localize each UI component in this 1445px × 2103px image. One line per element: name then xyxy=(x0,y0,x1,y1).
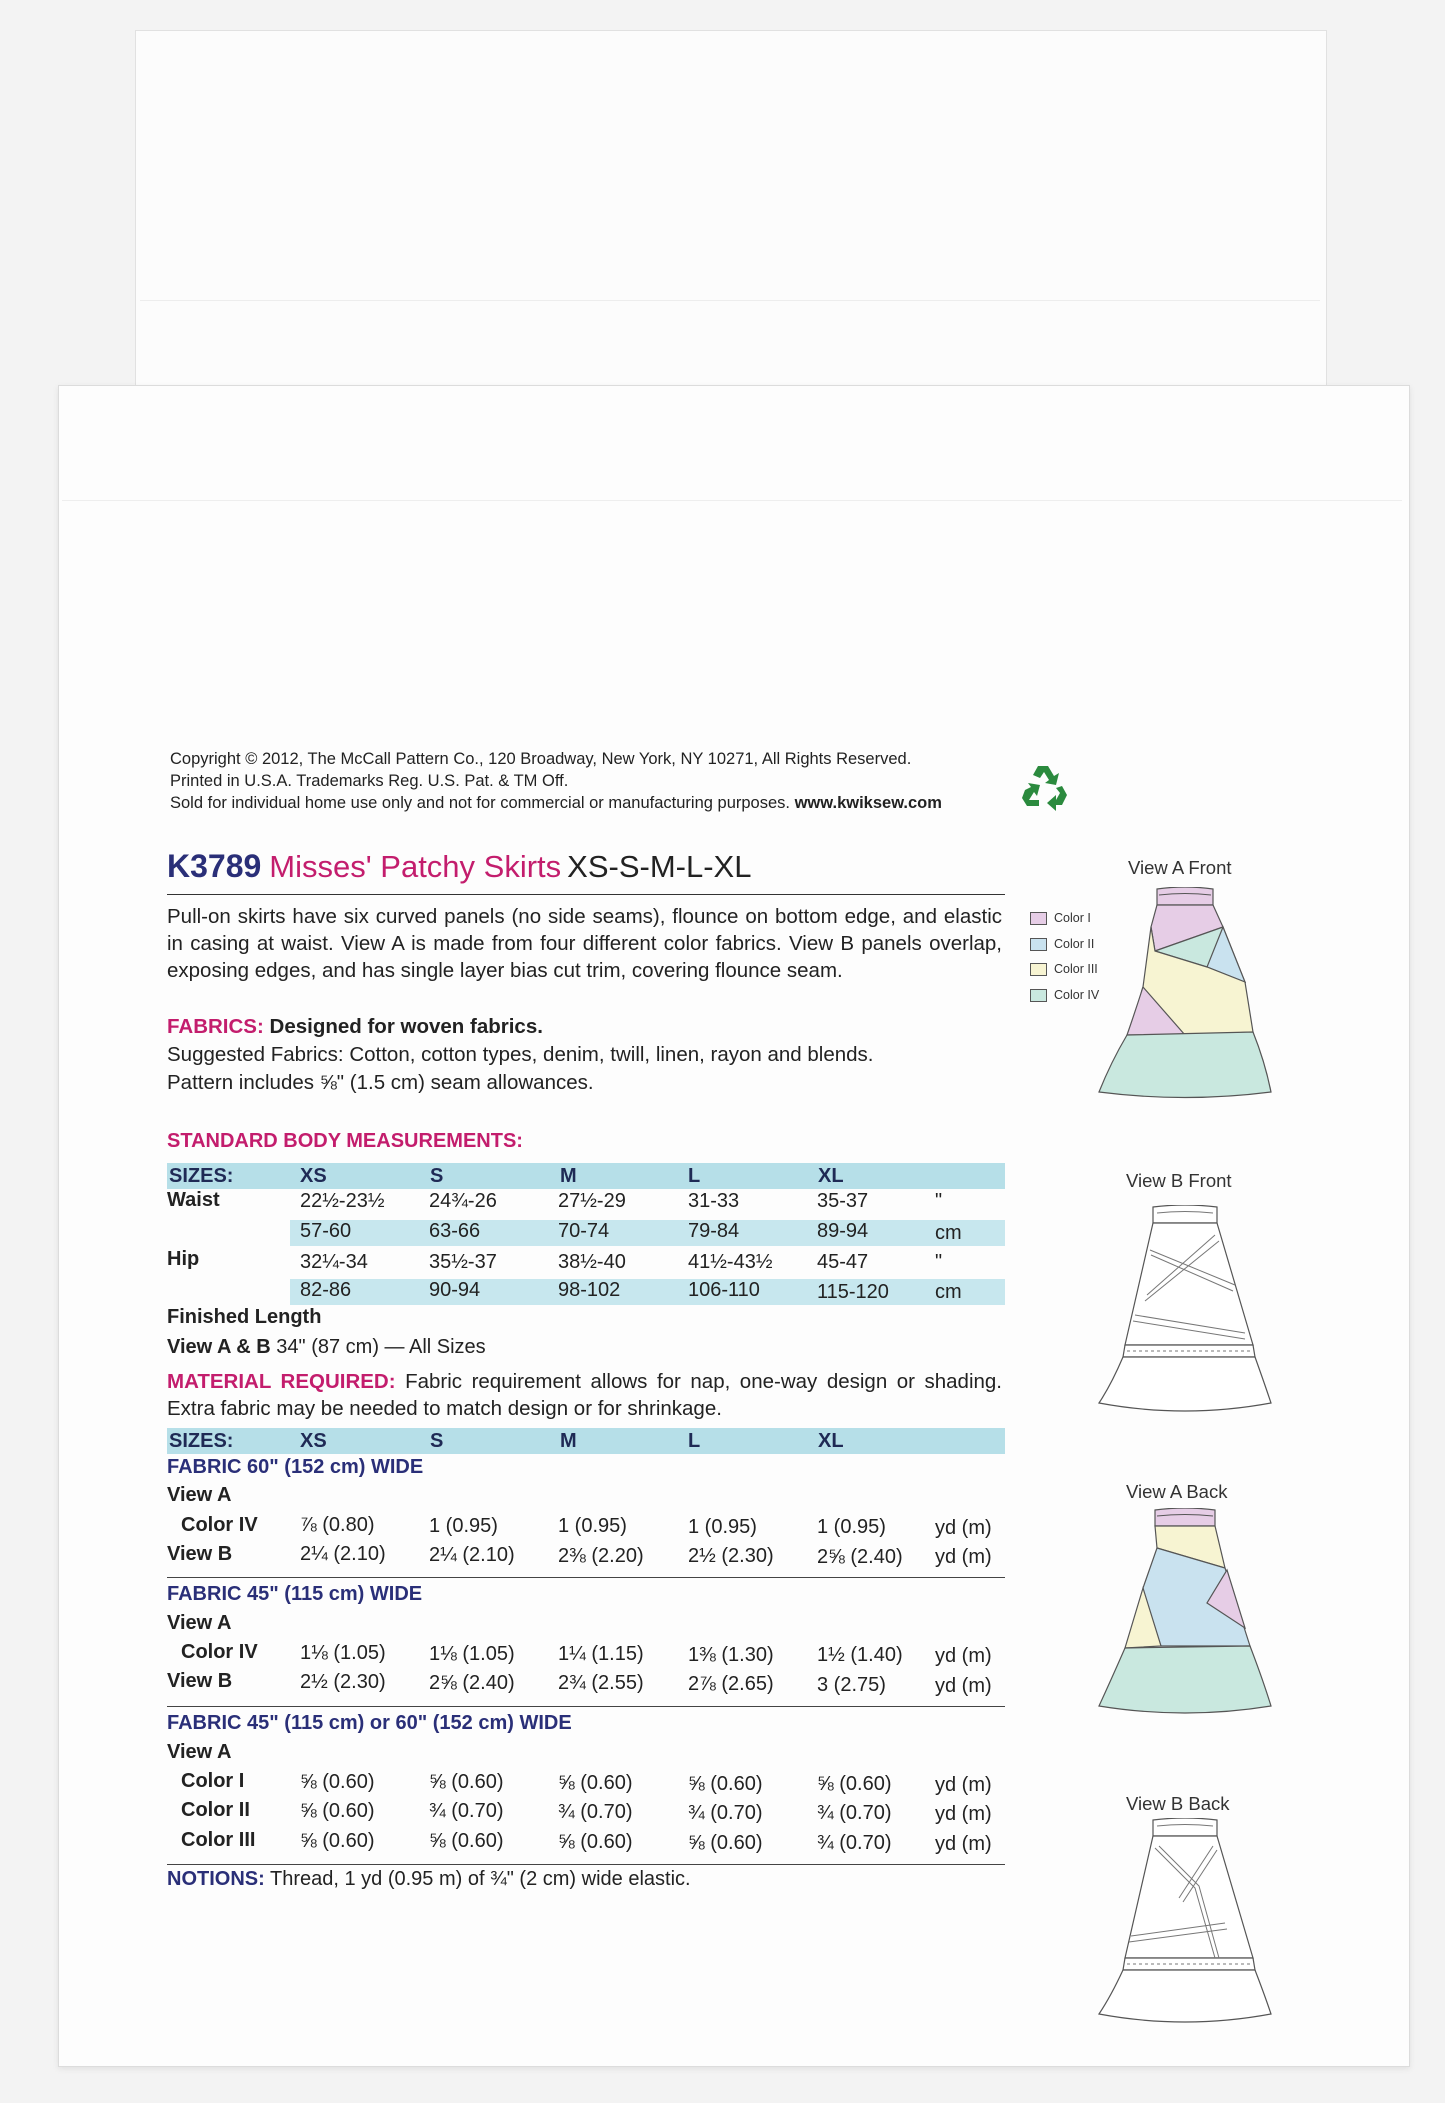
measure-value: 89-94 xyxy=(817,1220,869,1242)
yardage-label: View B xyxy=(167,1543,233,1565)
measure-value: 82-86 xyxy=(300,1279,352,1301)
legend-color-4 xyxy=(1030,988,1099,1002)
size-header: XS xyxy=(300,1430,327,1452)
body-measurements-title: STANDARD BODY MEASUREMENTS: xyxy=(167,1130,523,1152)
yardage-unit: yd (m) xyxy=(935,1675,992,1697)
pattern-number: K3789 xyxy=(167,848,262,884)
finished-length-value: 34" (87 cm) — All Sizes xyxy=(276,1336,486,1358)
yardage-value: 3 (2.75) xyxy=(817,1674,886,1696)
copyright-block xyxy=(170,748,1030,814)
finished-length-label: Finished Length xyxy=(167,1306,322,1328)
yardage-value: 2⅜ (2.20) xyxy=(558,1545,644,1567)
sizes-band xyxy=(167,1163,1005,1189)
yardage-value: 2½ (2.30) xyxy=(300,1671,386,1693)
fabrics-line xyxy=(167,1015,543,1039)
row-shade xyxy=(290,1220,1005,1246)
yardage-value: ⅝ (0.60) xyxy=(300,1830,375,1852)
legend-swatch xyxy=(1030,912,1047,925)
yardage-unit: yd (m) xyxy=(935,1803,992,1825)
legend-color-3 xyxy=(1030,962,1098,976)
measure-value: 106-110 xyxy=(688,1279,760,1301)
fold-crease xyxy=(140,300,1320,301)
finished-length-view: View A & B xyxy=(167,1336,271,1358)
legend-swatch xyxy=(1030,963,1047,976)
row-shade xyxy=(290,1279,1005,1305)
measure-value: 22½-23½ xyxy=(300,1190,385,1212)
view-label: View A xyxy=(167,1612,232,1634)
yardage-unit: yd (m) xyxy=(935,1833,992,1855)
fabric-section-title: FABRIC 60" (152 cm) WIDE xyxy=(167,1456,424,1478)
legend-color-1 xyxy=(1030,911,1091,925)
yardage-unit: yd (m) xyxy=(935,1774,992,1796)
section-divider xyxy=(167,1706,1005,1707)
section-divider xyxy=(167,1864,1005,1865)
view-b-back-illustration xyxy=(1095,1818,1275,2028)
yardage-value: ⅝ (0.60) xyxy=(429,1771,504,1793)
view-a-back-illustration xyxy=(1095,1508,1275,1718)
yardage-unit: yd (m) xyxy=(935,1645,992,1667)
fabrics-label: FABRICS: xyxy=(167,1015,264,1038)
recycle-icon xyxy=(1018,760,1074,816)
measure-unit: " xyxy=(935,1190,943,1212)
yardage-value: 2⅝ (2.40) xyxy=(429,1672,515,1694)
yardage-value: 2⅝ (2.40) xyxy=(817,1546,903,1568)
yardage-value: 1¼ (1.15) xyxy=(558,1643,644,1665)
measure-value: 27½-29 xyxy=(558,1190,626,1212)
notions-label: NOTIONS: xyxy=(167,1868,265,1890)
yardage-value: ⅝ (0.60) xyxy=(558,1831,633,1853)
yardage-value: 2¼ (2.10) xyxy=(429,1544,515,1566)
yardage-value: 2¾ (2.55) xyxy=(558,1672,644,1694)
yardage-value: 1⅛ (1.05) xyxy=(429,1643,515,1665)
yardage-value: 1⅛ (1.05) xyxy=(300,1642,386,1664)
view-b-back-label: View B Back xyxy=(1126,1793,1230,1814)
measure-value: 57-60 xyxy=(300,1220,352,1242)
usage-text: Sold for individual home use only and not for commercial or manufacturing purposes. xyxy=(170,794,790,812)
sizes-label: SIZES: xyxy=(169,1430,234,1452)
measure-value: 35½-37 xyxy=(429,1251,497,1273)
printed-line: Printed in U.S.A. Trademarks Reg. U.S. Pat. & TM Off. xyxy=(170,772,569,790)
sizes-band-material xyxy=(167,1428,1005,1454)
measure-value: 70-74 xyxy=(558,1220,610,1242)
yardage-value: ⅝ (0.60) xyxy=(300,1771,375,1793)
size-header: XS xyxy=(300,1165,327,1187)
yardage-value: ⅞ (0.80) xyxy=(300,1514,375,1536)
yardage-value: ⅝ (0.60) xyxy=(688,1773,763,1795)
pattern-title xyxy=(167,848,1007,885)
yardage-label: Color III xyxy=(181,1829,256,1851)
legend-label: Color II xyxy=(1054,937,1095,951)
yardage-label: Color IV xyxy=(181,1514,258,1536)
view-b-front-illustration xyxy=(1095,1205,1275,1415)
yardage-value: ¾ (0.70) xyxy=(817,1802,892,1824)
measure-value: 79-84 xyxy=(688,1220,740,1242)
yardage-unit: yd (m) xyxy=(935,1517,992,1539)
yardage-label: Color II xyxy=(181,1799,250,1821)
yardage-value: ¾ (0.70) xyxy=(817,1832,892,1854)
material-required xyxy=(167,1368,1002,1422)
measure-value: 41½-43½ xyxy=(688,1251,773,1273)
yardage-value: ¾ (0.70) xyxy=(688,1802,763,1824)
measure-value: 63-66 xyxy=(429,1220,481,1242)
view-b-front-label: View B Front xyxy=(1126,1170,1232,1191)
size-header: M xyxy=(560,1165,577,1187)
measure-value: 115-120 xyxy=(817,1281,889,1303)
size-header: L xyxy=(688,1430,701,1452)
measure-label: Waist xyxy=(167,1189,220,1211)
yardage-value: ⅝ (0.60) xyxy=(688,1832,763,1854)
measure-value: 38½-40 xyxy=(558,1251,626,1273)
yardage-value: 2½ (2.30) xyxy=(688,1545,774,1567)
yardage-value: ¾ (0.70) xyxy=(429,1800,504,1822)
measure-unit: " xyxy=(935,1251,943,1273)
size-header: M xyxy=(560,1430,577,1452)
measure-value: 90-94 xyxy=(429,1279,481,1301)
fabric-section-title: FABRIC 45" (115 cm) or 60" (152 cm) WIDE xyxy=(167,1712,572,1734)
size-header: L xyxy=(688,1165,701,1187)
measure-unit: cm xyxy=(935,1222,962,1244)
material-text: Fabric requirement allows for nap, one-way design or shading. Extra fabric may be needed to match design or for shrinkage. xyxy=(167,1370,1002,1420)
measure-label: Hip xyxy=(167,1248,200,1270)
yardage-unit: yd (m) xyxy=(935,1546,992,1568)
yardage-value: 1 (0.95) xyxy=(817,1516,886,1538)
notions-line xyxy=(167,1868,691,1891)
suggested-fabrics: Suggested Fabrics: Cotton, cotton types, denim, twill, linen, rayon and blends. xyxy=(167,1043,874,1066)
yardage-label: Color IV xyxy=(181,1641,258,1663)
view-a-front-label: View A Front xyxy=(1128,857,1232,878)
legend-label: Color IV xyxy=(1054,988,1100,1002)
section-divider xyxy=(167,1577,1005,1578)
notions-text: Thread, 1 yd (0.95 m) of ¾" (2 cm) wide elastic. xyxy=(269,1868,691,1890)
legend-label: Color I xyxy=(1054,911,1091,925)
view-a-back-label: View A Back xyxy=(1126,1481,1228,1502)
sizes-label: SIZES: xyxy=(169,1165,234,1187)
yardage-value: ⅝ (0.60) xyxy=(300,1800,375,1822)
yardage-value: 1 (0.95) xyxy=(558,1515,627,1537)
measure-value: 98-102 xyxy=(558,1279,621,1301)
website-link[interactable]: www.kwiksew.com xyxy=(794,794,942,812)
size-header: XL xyxy=(818,1430,844,1452)
size-header: S xyxy=(430,1430,444,1452)
pattern-name: Misses' Patchy Skirts xyxy=(269,849,562,884)
size-header: S xyxy=(430,1165,444,1187)
view-label: View A xyxy=(167,1484,232,1506)
measure-value: 35-37 xyxy=(817,1190,869,1212)
pattern-sizes: XS-S-M-L-XL xyxy=(567,849,752,884)
yardage-value: 1 (0.95) xyxy=(429,1515,498,1537)
measure-value: 24¾-26 xyxy=(429,1190,497,1212)
yardage-value: ⅝ (0.60) xyxy=(817,1773,892,1795)
view-a-front-illustration xyxy=(1095,887,1275,1102)
seam-allowance: Pattern includes ⅝" (1.5 cm) seam allowances. xyxy=(167,1071,594,1094)
size-header: XL xyxy=(818,1165,844,1187)
usage-line xyxy=(170,792,1030,814)
finished-length-row xyxy=(167,1336,486,1359)
yardage-value: ¾ (0.70) xyxy=(558,1801,633,1823)
legend-swatch xyxy=(1030,989,1047,1002)
fold-crease xyxy=(62,500,1402,501)
pattern-description: Pull-on skirts have six curved panels (no side seams), flounce on bottom edge, and elastic in casing at waist. View A is made from four different color fabrics. View B panels overlap, exposing edges, and has single layer bias cut trim, covering flounce seam. xyxy=(167,905,1002,982)
legend-swatch xyxy=(1030,938,1047,951)
yardage-value: 1⅜ (1.30) xyxy=(688,1644,774,1666)
yardage-label: View B xyxy=(167,1670,233,1692)
measure-value: 45-47 xyxy=(817,1251,869,1273)
yardage-label: Color I xyxy=(181,1770,245,1792)
yardage-value: ⅝ (0.60) xyxy=(558,1772,633,1794)
material-label: MATERIAL REQUIRED: xyxy=(167,1370,396,1393)
yardage-value: ⅝ (0.60) xyxy=(429,1830,504,1852)
legend-color-2 xyxy=(1030,937,1094,951)
measure-unit: cm xyxy=(935,1281,962,1303)
view-label: View A xyxy=(167,1741,232,1763)
legend-label: Color III xyxy=(1054,962,1098,976)
yardage-value: 2⅞ (2.65) xyxy=(688,1673,774,1695)
measure-value: 32¼-34 xyxy=(300,1251,368,1273)
fabrics-note: Designed for woven fabrics. xyxy=(269,1015,543,1038)
yardage-value: 2¼ (2.10) xyxy=(300,1543,386,1565)
copyright-line: Copyright © 2012, The McCall Pattern Co., 120 Broadway, New York, NY 10271, All Rights Reserved. xyxy=(170,750,912,768)
measure-value: 31-33 xyxy=(688,1190,740,1212)
yardage-value: 1½ (1.40) xyxy=(817,1644,903,1666)
title-divider xyxy=(167,894,1005,895)
fabric-section-title: FABRIC 45" (115 cm) WIDE xyxy=(167,1583,423,1605)
yardage-value: 1 (0.95) xyxy=(688,1516,757,1538)
